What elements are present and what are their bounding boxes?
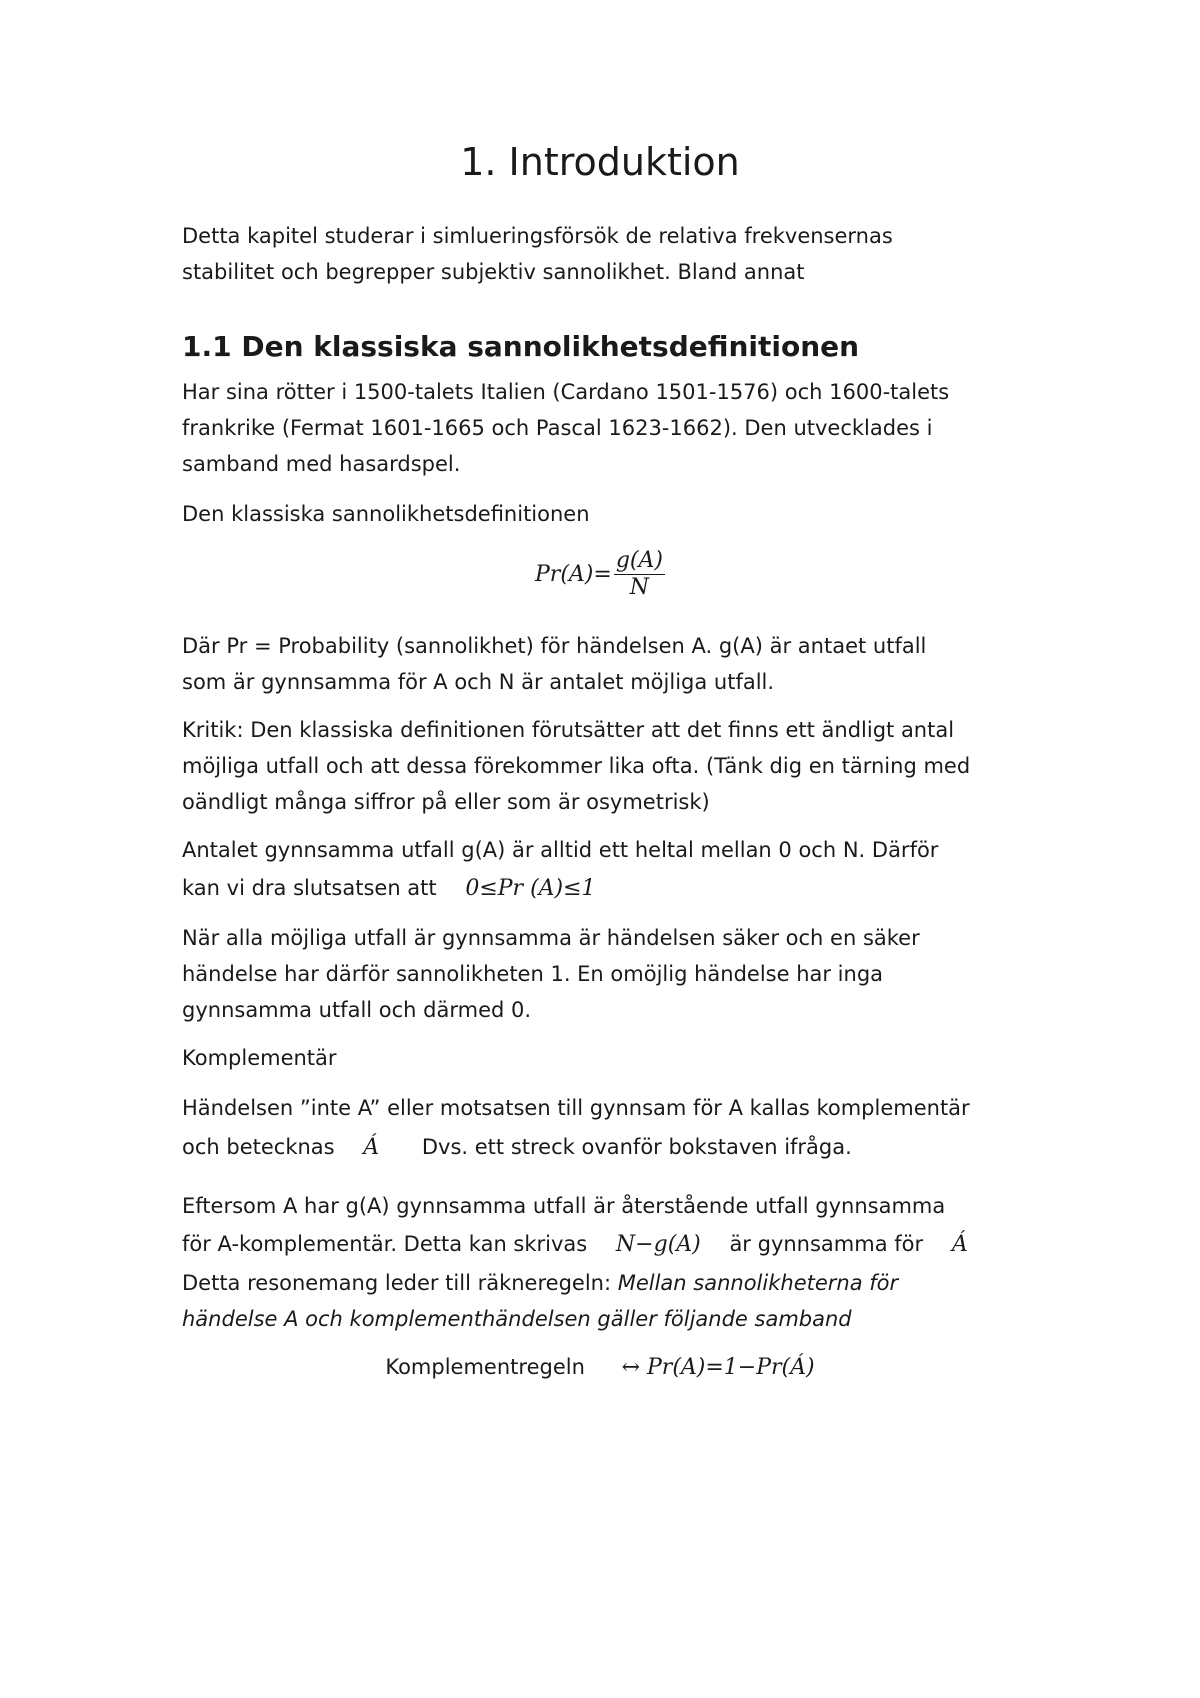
intro-paragraph (182, 218, 1042, 290)
probability-formula (535, 548, 665, 601)
explanation-line: Där Pr = Probability (sannolikhet) för händelsen A. g(A) är antaet utfall (182, 634, 927, 658)
complement-line-text: Dvs. ett streck ovanför bokstaven ifråga. (421, 1135, 852, 1159)
critique-line: oändligt många siffror på eller som är osymetrisk) (182, 790, 710, 814)
complement-paragraph (182, 1090, 1042, 1169)
complement-rule-formula: ↔ Pr(A)=1−Pr(Á) (621, 1355, 815, 1380)
formula-numerator: g(A) (615, 548, 663, 573)
komplementar-label-text: Komplementär (182, 1046, 337, 1070)
complement-rule (0, 1355, 1200, 1380)
bounds-line-text: kan vi dra slutsatsen att (182, 876, 437, 900)
formula-lhs: Pr(A)= (535, 562, 612, 587)
section-heading: 1.1 Den klassiska sannolikhetsdefinitionen (182, 330, 860, 363)
certain-event-paragraph (182, 920, 1042, 1028)
komplementar-label (182, 1040, 1042, 1076)
bounds-line (182, 868, 1042, 909)
page-title: 1. Introduktion (460, 140, 740, 184)
critique-line: möjliga utfall och att dessa förekommer lika ofta. (Tänk dig en tärning med (182, 754, 971, 778)
explanation-paragraph (182, 628, 1042, 700)
formula-denominator: N (629, 575, 649, 600)
formula-fraction (614, 548, 665, 601)
certain-event-line: När alla möjliga utfall är gynnsamma är händelsen säker och en säker (182, 926, 920, 950)
remaining-line-text: Detta resonemang leder till räkneregeln: (182, 1271, 618, 1295)
remaining-line (182, 1224, 1042, 1265)
certain-event-line: händelse har därför sannolikheten 1. En omöjlig händelse har inga (182, 962, 884, 986)
rule-intro-italic: Mellan sannolikheterna för (617, 1271, 899, 1295)
bounds-paragraph (182, 832, 1042, 909)
explanation-line: som är gynnsamma för A och N är antalet möjliga utfall. (182, 670, 775, 694)
complement-line (182, 1126, 1042, 1169)
remaining-outcomes-paragraph (182, 1188, 1042, 1337)
history-line: frankrike (Fermat 1601-1665 och Pascal 1623-1662). Den utvecklades i (182, 416, 933, 440)
complement-line-text: och betecknas (182, 1135, 335, 1159)
complement-line: Händelsen ”inte A” eller motsatsen till gynnsam för A kallas komplementär (182, 1096, 970, 1120)
history-line: samband med hasardspel. (182, 452, 461, 476)
rule-intro-italic: händelse A och komplementhändelsen gäller följande samband (182, 1307, 852, 1331)
bounds-line: Antalet gynnsamma utfall g(A) är alltid ett heltal mellan 0 och N. Därför (182, 838, 939, 862)
history-line: Har sina rötter i 1500-talets Italien (Cardano 1501-1576) och 1600-talets (182, 380, 950, 404)
remaining-line: Eftersom A har g(A) gynnsamma utfall är återstående utfall gynnsamma (182, 1194, 946, 1218)
remaining-line (182, 1265, 1042, 1301)
critique-paragraph (182, 712, 1042, 820)
complement-rule-label: Komplementregeln (385, 1355, 585, 1379)
critique-line: Kritik: Den klassiska definitionen förutsätter att det finns ett ändligt antal (182, 718, 955, 742)
certain-event-line: gynnsamma utfall och därmed 0. (182, 998, 532, 1022)
definition-label (182, 496, 1042, 532)
bounds-inequality: 0≤Pr (A)≤1 (465, 876, 596, 901)
intro-line: stabilitet och begrepper subjektiv sannolikhet. Bland annat (182, 260, 805, 284)
remaining-line-text: är gynnsamma för (729, 1232, 924, 1256)
complement-symbol: Á (951, 1232, 968, 1257)
complement-count-expr: N−g(A) (615, 1232, 701, 1257)
remaining-line-text: för A-komplementär. Detta kan skrivas (182, 1232, 588, 1256)
history-paragraph (182, 374, 1042, 482)
complement-symbol: Á (363, 1135, 380, 1160)
intro-line: Detta kapitel studerar i simlueringsförsök de relativa frekvensernas (182, 224, 893, 248)
definition-label-text: Den klassiska sannolikhetsdefinitionen (182, 502, 590, 526)
